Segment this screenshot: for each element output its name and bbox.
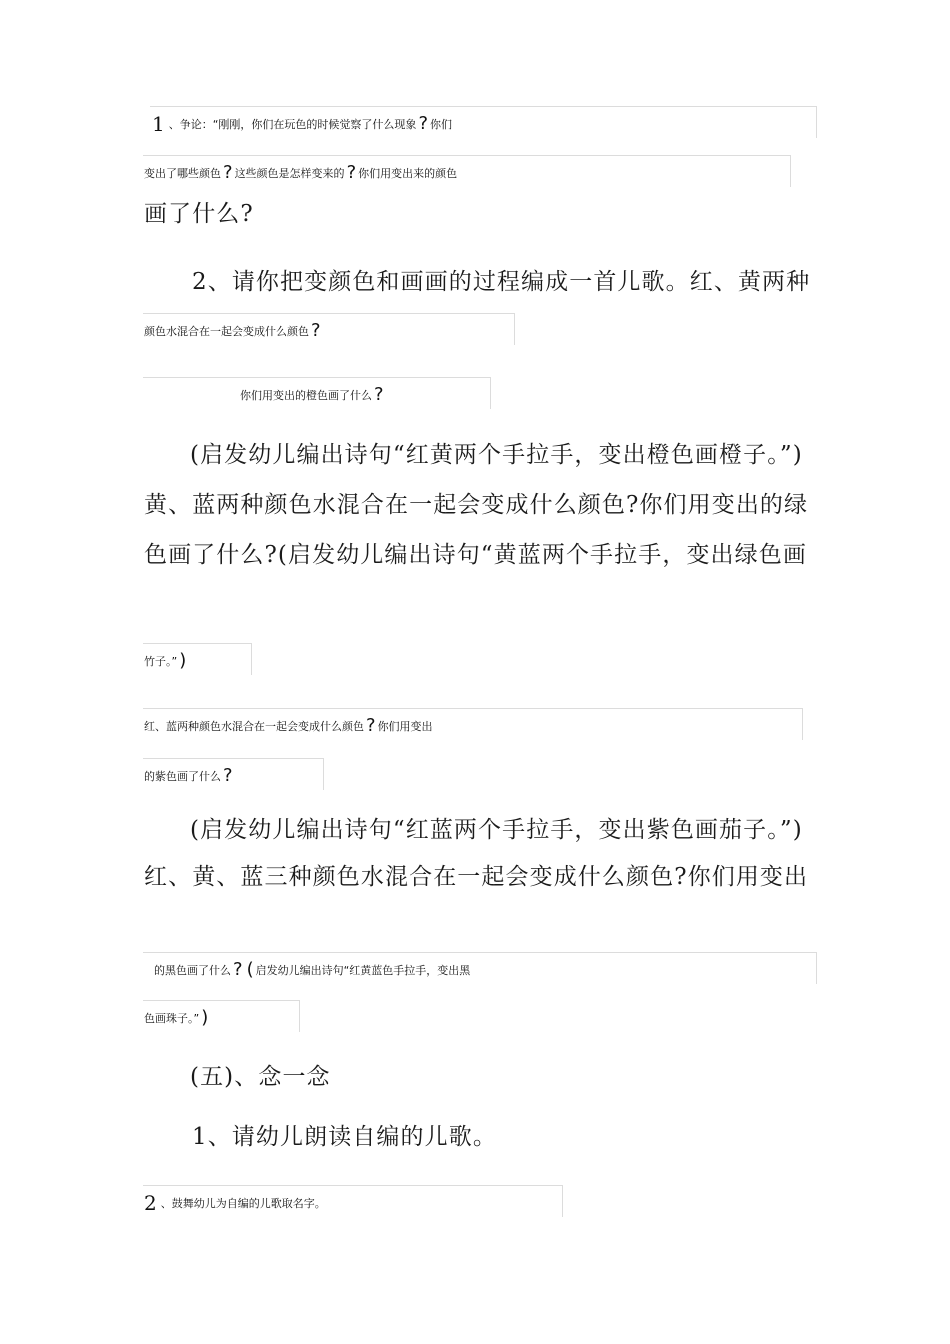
text-run: 、争论：“刚刚，你们在玩色的时候觉察了什么现象	[168, 118, 417, 131]
text-line	[152, 114, 452, 135]
question-mark: ?	[223, 162, 233, 183]
text-run: 变出了哪些颜色	[144, 167, 221, 180]
text-line: 黄、蓝两种颜色水混合在一起会变成什么颜色?你们用变出的绿	[144, 492, 809, 518]
text-line	[144, 1008, 210, 1029]
question-mark: ?	[223, 765, 233, 786]
text-line: 红、黄、蓝三种颜色水混合在一起会变成什么颜色?你们用变出	[144, 864, 809, 890]
text-line: (启发幼儿编出诗句“红蓝两个手拉手，变出紫色画茄子。”)	[190, 817, 803, 843]
text-line: 1、请幼儿朗读自编的儿歌。	[192, 1124, 497, 1150]
text-line	[144, 1193, 326, 1214]
item-number: 1	[152, 112, 165, 136]
text-run: 这些颜色是怎样变来的	[234, 167, 345, 180]
text-line: 画了什么?	[144, 201, 254, 227]
text-run: 你们用变出来的颜色	[358, 167, 458, 180]
text-run: 色画珠子。”	[144, 1012, 200, 1025]
text-line	[240, 385, 386, 406]
text-line: 色画了什么?(启发幼儿编出诗句“黄蓝两个手拉手，变出绿色画	[144, 542, 807, 568]
question-mark: ?	[374, 384, 384, 405]
question-mark: ?	[311, 320, 321, 341]
text-run: 的黑色画了什么	[154, 964, 231, 977]
text-run: 你们用变出	[377, 720, 433, 733]
text-line	[144, 716, 433, 737]
question-mark: ?	[418, 113, 428, 134]
question-mark: ?	[366, 715, 376, 736]
question-mark: ?	[233, 959, 243, 980]
item-number: 2	[144, 1191, 157, 1215]
text-run: 启发幼儿编出诗句“红黄蓝色手拉手，变出黑	[255, 964, 471, 977]
text-line: 2、请你把变颜色和画画的过程编成一首儿歌。红、黄两种	[192, 269, 811, 295]
opening-parenthesis: (	[246, 959, 254, 980]
text-line	[154, 960, 470, 981]
text-run: 、鼓舞幼儿为自编的儿歌取名字。	[160, 1197, 326, 1210]
closing-parenthesis: )	[201, 1007, 209, 1028]
section-heading: (五)、念一念	[190, 1064, 331, 1090]
text-line	[144, 321, 323, 342]
text-run: 颜色水混合在一起会变成什么颜色	[144, 325, 309, 338]
text-run: 你们	[430, 118, 452, 131]
text-line	[144, 163, 457, 184]
text-line: (启发幼儿编出诗句“红黄两个手拉手，变出橙色画橙子。”)	[190, 442, 803, 468]
text-run: 竹子。”	[144, 655, 178, 668]
text-run: 你们用变出的橙色画了什么	[240, 389, 372, 402]
closing-parenthesis: )	[179, 650, 187, 671]
text-line	[144, 651, 188, 672]
text-run: 的紫色画了什么	[144, 770, 221, 783]
text-run: 红、蓝两种颜色水混合在一起会变成什么颜色	[144, 720, 364, 733]
text-line	[144, 766, 235, 787]
question-mark: ?	[346, 162, 357, 183]
